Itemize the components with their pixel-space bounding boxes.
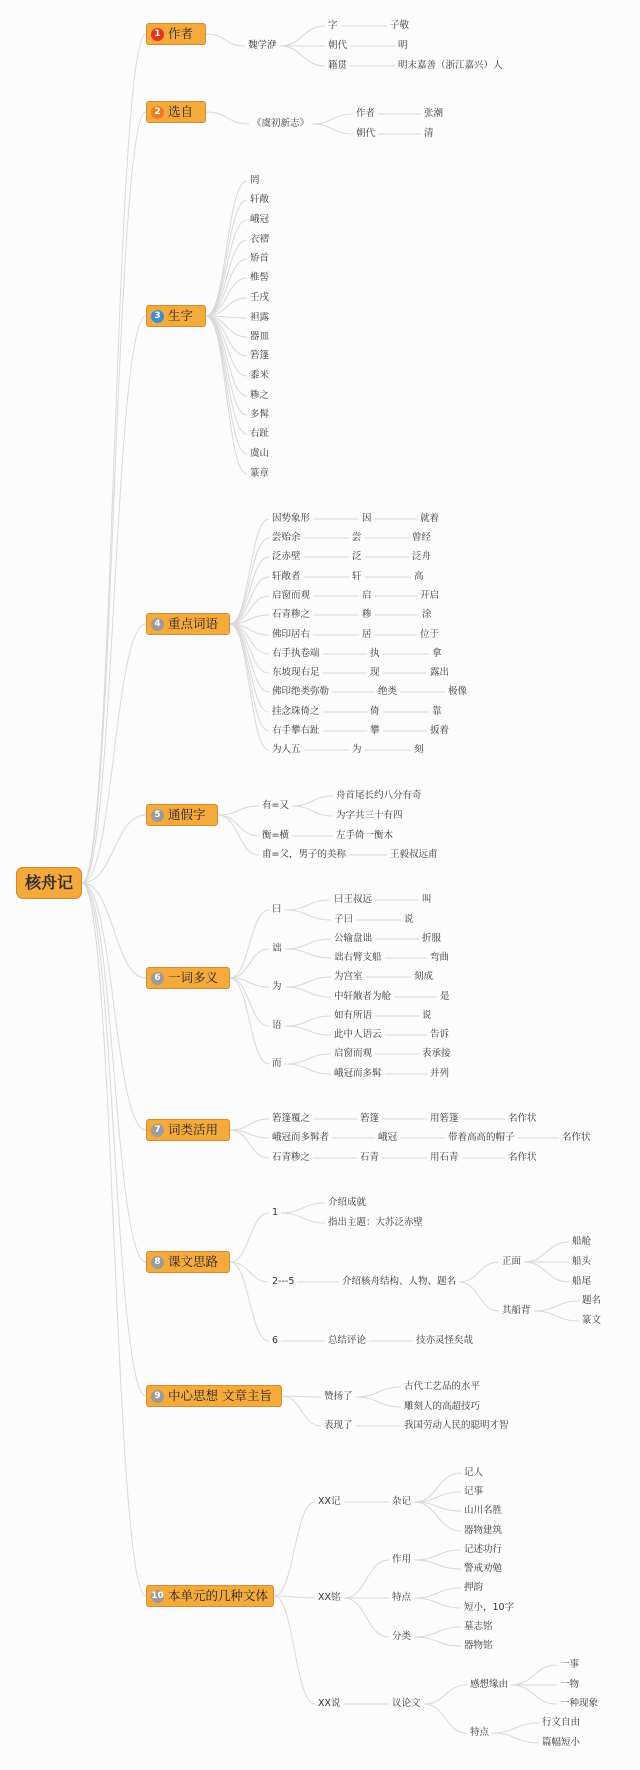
branch-node[interactable]: 位于	[420, 629, 440, 640]
branch-node[interactable]: 高	[414, 571, 424, 582]
branch-node[interactable]: 箬篷覆之	[272, 1113, 311, 1124]
branch-node[interactable]: 告诉	[430, 1029, 450, 1040]
branch-node[interactable]: 峨冠	[250, 214, 270, 225]
branch-node[interactable]: 名作状	[508, 1152, 537, 1163]
branch-node[interactable]: 峨冠	[378, 1132, 398, 1143]
connector	[524, 1262, 569, 1282]
branch-node[interactable]: 石青糁之	[272, 609, 311, 620]
connector	[218, 806, 259, 815]
branch-node[interactable]: 并列	[430, 1068, 450, 1079]
branch-node[interactable]: 一事	[560, 1659, 580, 1670]
branch-node[interactable]: 极像	[448, 686, 468, 697]
branch-node[interactable]: 警戒劝勉	[464, 1563, 503, 1574]
connector	[511, 1685, 557, 1704]
branch-node[interactable]: 船舱	[572, 1236, 592, 1247]
branch-node[interactable]: 正面	[502, 1256, 522, 1267]
number-badge-icon: 5	[151, 809, 164, 822]
branch-node[interactable]: 作用	[392, 1554, 412, 1565]
branch-node[interactable]: 押韵	[464, 1582, 484, 1593]
branch-node[interactable]: 就着	[420, 513, 440, 524]
branch-node[interactable]: 器皿	[250, 331, 270, 342]
branch-node[interactable]: 曾经	[412, 532, 432, 543]
branch-node[interactable]: 执	[370, 648, 380, 659]
branch-node[interactable]: 轩敞者	[272, 571, 301, 582]
branch-node[interactable]: 雕刻人的高超技巧	[404, 1401, 481, 1412]
connector	[285, 949, 331, 958]
connector	[206, 181, 247, 316]
branch-node[interactable]: 感想缘由	[470, 1679, 509, 1690]
connector	[82, 883, 146, 1596]
topic-node-t3[interactable]	[146, 305, 206, 327]
connector	[274, 1596, 315, 1598]
connector	[82, 883, 146, 1130]
root-node[interactable]: 核舟记	[16, 867, 82, 899]
connector	[230, 624, 269, 750]
branch-node[interactable]: 篇幅短小	[542, 1737, 581, 1748]
branch-node[interactable]: 扳着	[430, 725, 450, 736]
branch-node[interactable]: 名作状	[562, 1132, 591, 1143]
connector	[524, 1242, 569, 1262]
branch-node[interactable]: 挂念珠倚之	[272, 706, 320, 717]
branch-node[interactable]: 王毅叔远甫	[390, 849, 438, 860]
topic-label: 本单元的几种文体	[168, 1588, 269, 1603]
branch-node[interactable]: 古代工艺品的水平	[404, 1381, 481, 1392]
branch-node[interactable]: 墓志铭	[464, 1621, 493, 1632]
branch-node[interactable]: 佛印绝类弥勒	[272, 686, 330, 697]
connector	[459, 1282, 499, 1311]
branch-node[interactable]: 箬篷	[360, 1113, 380, 1124]
connector	[230, 910, 269, 978]
branch-node[interactable]: 启	[362, 590, 372, 601]
branch-node[interactable]: 因势象形	[272, 513, 311, 524]
connector	[292, 796, 333, 806]
topic-node-t6[interactable]	[146, 967, 230, 989]
branch-node[interactable]: 子曰	[334, 914, 354, 925]
branch-node[interactable]: 总结评论	[328, 1335, 367, 1346]
connector	[280, 26, 325, 46]
branch-node[interactable]: 右手执卷端	[272, 648, 320, 659]
connector	[511, 1665, 557, 1685]
branch-node[interactable]: 《虞初新志》	[252, 118, 310, 129]
number-badge-icon: 2	[151, 106, 164, 119]
branch-node[interactable]: 为人五	[272, 744, 301, 755]
branch-node[interactable]: 峨冠而多髯	[334, 1068, 382, 1079]
branch-node[interactable]: 记述功行	[464, 1544, 503, 1555]
connector	[414, 1473, 461, 1502]
branch-node[interactable]: 张潮	[424, 108, 444, 119]
branch-node[interactable]: 峨冠而多髯者	[272, 1132, 330, 1143]
branch-node[interactable]: 诎右臂支船	[334, 952, 382, 963]
connector	[230, 978, 269, 1064]
connector	[414, 1598, 461, 1608]
branch-node[interactable]: 因	[362, 513, 372, 524]
connector	[424, 1704, 467, 1733]
connector	[230, 624, 269, 712]
branch-node[interactable]: 船尾	[572, 1276, 592, 1287]
branch-node[interactable]: 议论文	[392, 1698, 421, 1709]
branch-node[interactable]: 曰	[272, 904, 282, 915]
branch-node[interactable]: 特点	[392, 1592, 412, 1603]
branch-node[interactable]: 甫=父，男子的美称	[262, 849, 346, 860]
connector	[206, 220, 247, 316]
branch-node[interactable]: 如有所语	[334, 1010, 373, 1021]
branch-node[interactable]: 罔	[250, 175, 260, 186]
connector	[285, 1054, 331, 1064]
branch-node[interactable]: 尝贻余	[272, 532, 301, 543]
branch-node[interactable]: 右手攀右趾	[272, 725, 320, 736]
topic-label: 中心思想 文章主旨	[168, 1388, 272, 1403]
branch-node[interactable]: 折服	[422, 933, 442, 944]
branch-node[interactable]: 器物建筑	[464, 1525, 503, 1536]
branch-node[interactable]: 行文自由	[542, 1717, 581, 1728]
number-badge-icon: 7	[151, 1124, 164, 1137]
connector	[424, 1685, 467, 1704]
connector	[230, 538, 269, 624]
branch-node[interactable]: 特点	[470, 1727, 490, 1738]
branch-node[interactable]: 刻	[414, 744, 424, 755]
connector	[285, 1016, 331, 1026]
branch-node[interactable]: 石青	[360, 1152, 380, 1163]
branch-node[interactable]: 我国劳动人民的聪明才智	[404, 1420, 509, 1431]
connector	[206, 316, 247, 415]
connector	[206, 316, 247, 474]
topic-label: 课文思路	[168, 1254, 219, 1269]
connector	[292, 806, 333, 816]
branch-node[interactable]: 用石青	[430, 1152, 459, 1163]
topic-label: 词类活用	[168, 1122, 219, 1137]
connector	[274, 1502, 315, 1596]
connector	[492, 1723, 539, 1733]
number-badge-icon: 6	[151, 972, 164, 985]
branch-node[interactable]: 表承接	[422, 1048, 451, 1059]
branch-node[interactable]: 矫首	[250, 253, 270, 264]
branch-node[interactable]: 为宫室	[334, 971, 363, 982]
branch-node[interactable]: 有=又	[262, 800, 289, 811]
connector	[285, 910, 331, 920]
branch-node[interactable]: 语	[272, 1020, 282, 1031]
branch-node[interactable]: 杂记	[392, 1496, 412, 1507]
branch-node[interactable]: 器物铭	[464, 1640, 493, 1651]
connector	[414, 1627, 461, 1637]
branch-node[interactable]: 题名	[582, 1295, 602, 1306]
branch-node[interactable]: 篆章	[250, 468, 270, 479]
connector	[82, 624, 146, 883]
topic-node-t2[interactable]	[146, 101, 206, 123]
connector	[285, 977, 331, 987]
topic-label: 重点词语	[168, 616, 219, 631]
number-badge-icon: 10	[151, 1590, 164, 1601]
branch-node[interactable]: 赞扬了	[324, 1391, 353, 1402]
connector	[312, 114, 353, 124]
connector	[534, 1311, 579, 1321]
branch-node[interactable]: 现	[370, 667, 380, 678]
branch-node[interactable]: 为	[352, 744, 362, 755]
connector	[492, 1733, 539, 1743]
topic-label: 生字	[168, 308, 194, 323]
branch-node[interactable]: 启窗而观	[334, 1048, 373, 1059]
connector	[206, 112, 249, 124]
topic-node-t10[interactable]	[146, 1585, 274, 1607]
topic-node-t4[interactable]	[146, 613, 230, 635]
branch-node[interactable]: 倚	[370, 706, 380, 717]
branch-node[interactable]: 魏学洢	[248, 40, 277, 51]
branch-node[interactable]: 衣褶	[250, 234, 270, 245]
connector	[285, 1064, 331, 1074]
branch-node[interactable]: 左手倚一衡木	[336, 830, 394, 841]
branch-node[interactable]: 轩	[352, 571, 362, 582]
branch-node[interactable]: 明	[398, 40, 408, 51]
connector	[230, 1119, 269, 1130]
branch-node[interactable]: 石青糁之	[272, 1152, 311, 1163]
branch-node[interactable]: 壬戌	[250, 292, 270, 303]
connector	[285, 1026, 331, 1035]
branch-node[interactable]: 曰王叔远	[334, 894, 373, 905]
branch-node[interactable]: 篆文	[582, 1315, 602, 1326]
connector	[414, 1560, 461, 1569]
connector	[82, 815, 146, 883]
branch-node[interactable]: 为	[272, 981, 282, 992]
connector	[82, 883, 146, 1396]
connector	[82, 316, 146, 883]
branch-node[interactable]: 子敬	[390, 20, 410, 31]
connector	[281, 1203, 325, 1213]
branch-node[interactable]: 此中人语云	[334, 1029, 382, 1040]
topic-label: 一词多义	[168, 970, 219, 985]
connector	[230, 1213, 269, 1262]
branch-node[interactable]: 一种现象	[560, 1698, 599, 1709]
connector	[356, 1387, 401, 1397]
connector	[356, 1397, 401, 1407]
connector	[206, 34, 245, 46]
branch-node[interactable]: 朝代	[328, 40, 348, 51]
branch-node[interactable]: 作者	[356, 108, 376, 119]
branch-node[interactable]: 拿	[432, 648, 442, 659]
branch-node[interactable]: 叫	[422, 894, 432, 905]
connector	[414, 1588, 461, 1598]
branch-node[interactable]: 指出主题：大苏泛赤壁	[328, 1217, 424, 1228]
branch-node[interactable]: 轩敞	[250, 194, 270, 205]
connector	[312, 124, 353, 134]
branch-node[interactable]: 山川名胜	[464, 1505, 503, 1516]
connector	[414, 1637, 461, 1646]
branch-node[interactable]: 技亦灵怪矣哉	[416, 1335, 474, 1346]
branch-node[interactable]: 露出	[430, 667, 450, 678]
connector	[82, 883, 146, 1262]
branch-node[interactable]: 泛赤壁	[272, 551, 301, 562]
connector	[281, 1213, 325, 1223]
branch-node[interactable]: 右趾	[250, 428, 270, 439]
branch-node[interactable]: 箬篷	[250, 350, 270, 361]
branch-node[interactable]: 是	[440, 991, 450, 1002]
branch-node[interactable]: 短小，10字	[464, 1602, 515, 1613]
topic-label: 选自	[168, 104, 194, 119]
connector	[230, 624, 269, 731]
branch-node[interactable]: 用箬篷	[430, 1113, 459, 1124]
branch-node[interactable]: XX说	[318, 1698, 341, 1709]
connector	[230, 949, 269, 978]
connector	[230, 577, 269, 624]
branch-node[interactable]: 为字共三十有四	[336, 810, 403, 821]
connector	[282, 1396, 321, 1426]
branch-node[interactable]: 说	[422, 1010, 432, 1021]
branch-node[interactable]: 明末嘉善（浙江嘉兴）人	[398, 60, 503, 71]
topic-node-t9[interactable]	[146, 1385, 282, 1407]
branch-node[interactable]: 涂	[422, 609, 432, 620]
connector	[414, 1550, 461, 1560]
branch-node[interactable]: 介绍核舟结构、人物、题名	[342, 1276, 457, 1287]
connector	[230, 624, 269, 673]
branch-node[interactable]: 介绍成就	[328, 1197, 367, 1208]
number-badge-icon: 1	[151, 28, 164, 41]
branch-node[interactable]: 清	[424, 128, 434, 139]
branch-node[interactable]: 刻成	[414, 971, 434, 982]
branch-node[interactable]: 东坡现右足	[272, 667, 320, 678]
branch-node[interactable]: 诎	[272, 943, 282, 954]
branch-node[interactable]: 椎髻	[250, 272, 270, 283]
number-badge-icon: 9	[151, 1390, 164, 1403]
connector	[218, 815, 259, 836]
connector	[459, 1262, 499, 1282]
branch-node[interactable]: 弯曲	[430, 952, 450, 963]
branch-node[interactable]: 带着高高的帽子	[448, 1132, 515, 1143]
branch-node[interactable]: 朝代	[356, 128, 376, 139]
number-badge-icon: 8	[151, 1256, 164, 1269]
branch-node[interactable]: 多髯	[250, 409, 270, 420]
branch-node[interactable]: 记事	[464, 1486, 484, 1497]
branch-node[interactable]: 攀	[370, 725, 380, 736]
branch-node[interactable]: 衡=横	[262, 830, 289, 841]
connector	[206, 278, 247, 316]
connector	[230, 557, 269, 624]
branch-node[interactable]: 2---5	[272, 1276, 295, 1287]
branch-node[interactable]: 糁之	[250, 390, 270, 401]
branch-node[interactable]: 记人	[464, 1467, 484, 1478]
branch-node[interactable]: 表现了	[324, 1420, 353, 1431]
connector	[82, 112, 146, 883]
branch-node[interactable]: 说	[404, 914, 414, 925]
connector	[344, 1598, 389, 1637]
branch-node[interactable]: 1	[272, 1207, 279, 1218]
branch-node[interactable]: 泛舟	[412, 551, 432, 562]
branch-node[interactable]: 其船背	[502, 1305, 531, 1316]
topic-node-t7[interactable]	[146, 1119, 230, 1141]
connector	[230, 519, 269, 624]
number-badge-icon: 4	[151, 618, 164, 631]
topic-label: 作者	[168, 26, 194, 41]
branch-node[interactable]: 开启	[420, 590, 440, 601]
connector	[534, 1301, 579, 1311]
connector	[285, 987, 331, 997]
branch-node[interactable]: 籍贯	[328, 60, 348, 71]
branch-node[interactable]: 名作状	[508, 1113, 537, 1124]
branch-node[interactable]: 尝	[352, 532, 362, 543]
connector	[280, 46, 325, 66]
branch-node[interactable]: 中轩敞者为舱	[334, 991, 392, 1002]
branch-node[interactable]: 袒露	[250, 312, 270, 323]
connector	[206, 316, 247, 434]
topic-label: 通假字	[168, 807, 206, 822]
connector	[344, 1560, 389, 1598]
connector	[285, 900, 331, 910]
branch-node[interactable]: 居	[362, 629, 372, 640]
branch-node[interactable]: XX记	[318, 1496, 341, 1507]
branch-node[interactable]: 启窗而观	[272, 590, 311, 601]
branch-node[interactable]: 虞山	[250, 448, 270, 459]
branch-node[interactable]: 糁	[362, 609, 372, 620]
branch-node[interactable]: 分类	[392, 1631, 412, 1642]
branch-node[interactable]: 而	[272, 1058, 282, 1069]
branch-node[interactable]: 字	[328, 20, 338, 31]
branch-node[interactable]: 靠	[432, 706, 442, 717]
branch-node[interactable]: 泛	[352, 551, 362, 562]
branch-node[interactable]: 舟首尾长约八分有奇	[336, 790, 422, 801]
topic-node-t8[interactable]	[146, 1251, 230, 1273]
branch-node[interactable]: XX铭	[318, 1592, 341, 1603]
topic-node-t5[interactable]	[146, 804, 218, 826]
topic-node-t1[interactable]	[146, 23, 206, 45]
connector	[274, 1596, 315, 1704]
branch-node[interactable]: 黍米	[250, 370, 270, 381]
branch-node[interactable]: 6	[272, 1335, 279, 1346]
branch-node[interactable]: 公输盘诎	[334, 933, 373, 944]
connector	[285, 939, 331, 949]
connector	[230, 1262, 269, 1341]
branch-node[interactable]: 船头	[572, 1256, 592, 1267]
branch-node[interactable]: 佛印居右	[272, 629, 311, 640]
branch-node[interactable]: 绝类	[378, 686, 398, 697]
branch-node[interactable]: 一物	[560, 1679, 580, 1690]
number-badge-icon: 3	[151, 310, 164, 323]
